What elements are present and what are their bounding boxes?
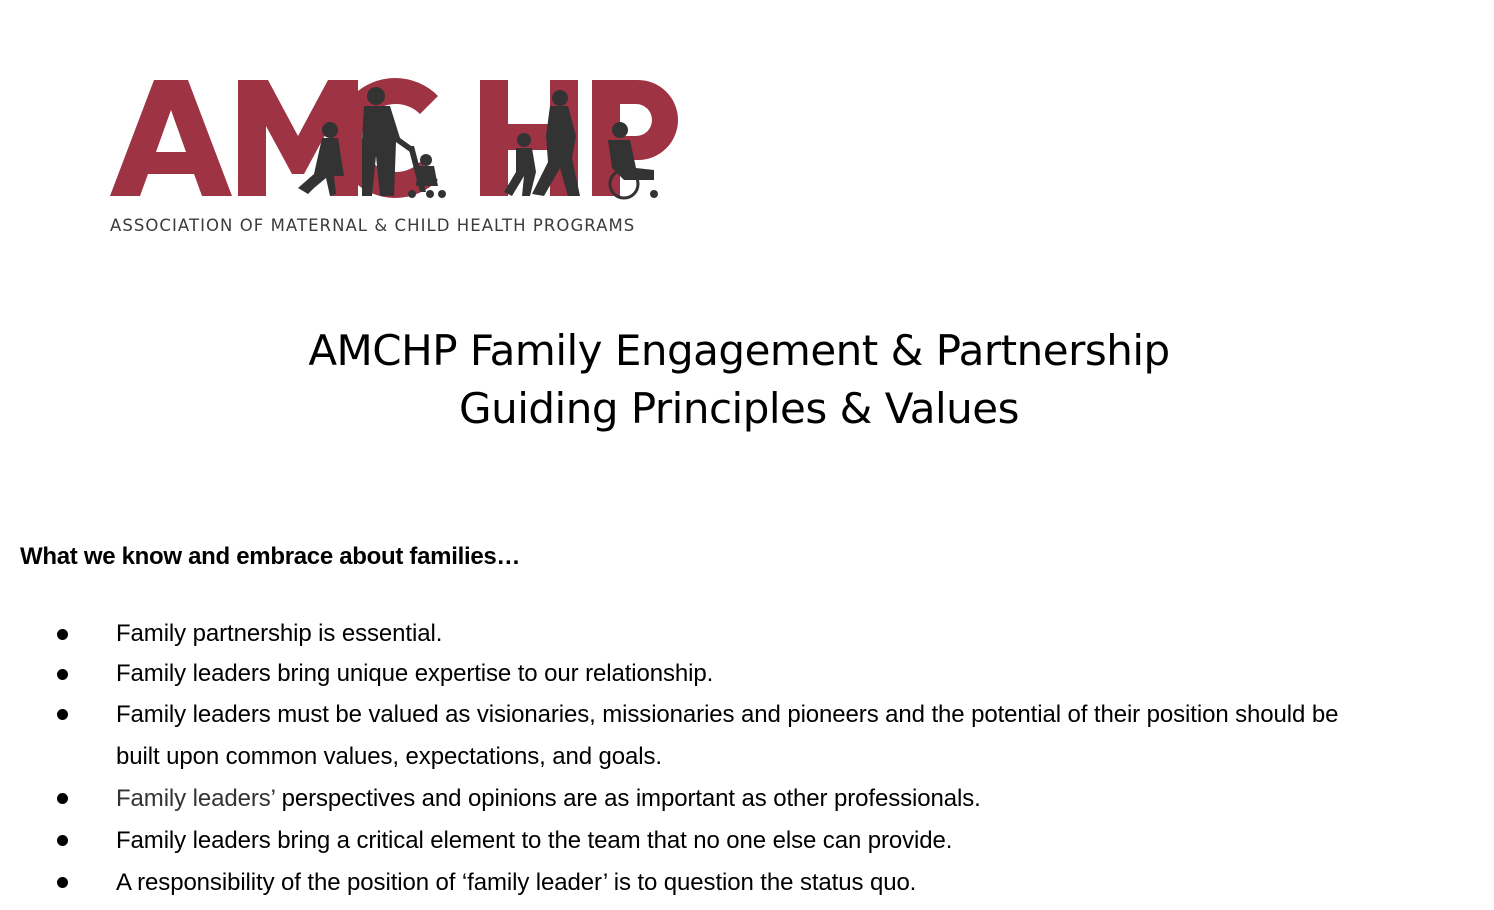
bullet-icon [57, 877, 68, 888]
bullet-icon [57, 629, 68, 640]
list-item-text: perspectives and opinions are as important as other professionals. [275, 785, 981, 812]
list-item-text: Family partnership is essential. [116, 620, 443, 647]
list-item-lead-text: Family leaders’ [116, 785, 275, 812]
document-title [0, 322, 1478, 438]
logo-subtitle: ASSOCIATION OF MATERNAL & CHILD HEALTH PROGRAMS [110, 216, 636, 235]
title-line-1: AMCHP Family Engagement & Partnership [308, 326, 1170, 375]
list-item-text: Family leaders bring unique expertise to our relationship. [116, 660, 714, 687]
logo-graphic-icon [108, 76, 690, 206]
list-item [0, 614, 1386, 654]
section-heading: What we know and embrace about families… [20, 543, 521, 570]
title-line-2: Guiding Principles & Values [459, 384, 1019, 433]
list-item [0, 820, 1386, 862]
list-item [0, 778, 1386, 820]
list-item-text: Family leaders bring a critical element to the team that no one else can provide. [116, 827, 953, 854]
bullet-icon [57, 669, 68, 680]
principles-list [0, 614, 1494, 904]
bullet-icon [57, 793, 68, 804]
list-item-text: A responsibility of the position of ‘family leader’ is to question the status quo. [116, 869, 917, 896]
bullet-icon [57, 709, 68, 720]
list-item [0, 694, 1386, 778]
list-item [0, 654, 1386, 694]
amchp-logo [108, 76, 690, 236]
bullet-icon [57, 835, 68, 846]
list-item [0, 862, 1386, 904]
list-item-text: Family leaders must be valued as visionaries, missionaries and pioneers and the potential of their position should be built upon common values, expectations, and goals. [116, 701, 1339, 770]
